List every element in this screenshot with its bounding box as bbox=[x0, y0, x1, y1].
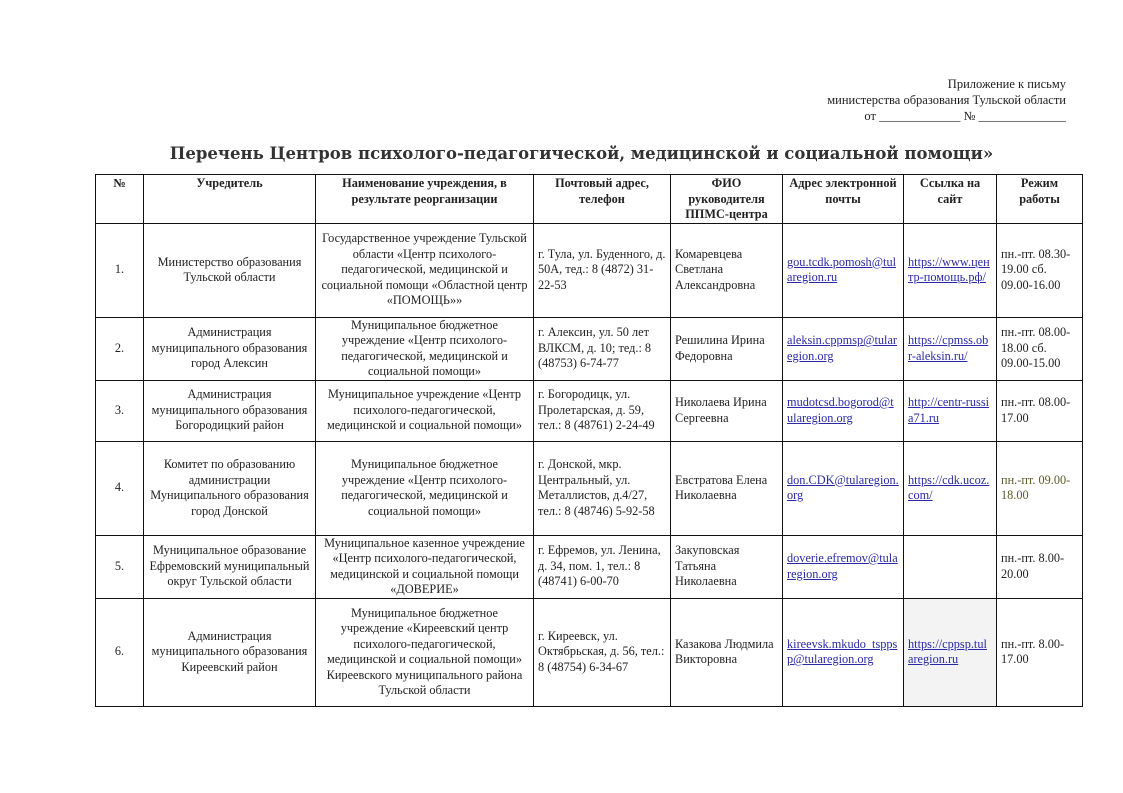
table-row bbox=[96, 598, 1083, 706]
header-hours: Режим работы bbox=[997, 175, 1083, 224]
row-site-cell bbox=[904, 441, 997, 535]
row-founder: Администрация муниципального образования город Алексин bbox=[144, 317, 316, 380]
centers-table bbox=[95, 174, 1083, 707]
row-num: 6. bbox=[96, 598, 144, 706]
row-founder: Комитет по образованию администрации Муниципального образования город Донской bbox=[144, 441, 316, 535]
row-founder: Администрация муниципального образования Киреевский район bbox=[144, 598, 316, 706]
table-row bbox=[96, 441, 1083, 535]
row-num: 4. bbox=[96, 441, 144, 535]
site-link[interactable]: https://www.центр-помощь.рф/ bbox=[908, 254, 990, 284]
row-head: Казакова Людмила Викторовна bbox=[671, 598, 783, 706]
row-site-cell bbox=[904, 317, 997, 380]
row-head: Евстратова Елена Николаевна bbox=[671, 441, 783, 535]
row-email-cell bbox=[783, 598, 904, 706]
row-hours: пн.-пт. 08.30-19.00 сб. 09.00-16.00 bbox=[997, 223, 1083, 317]
row-head: Комаревцева Светлана Александровна bbox=[671, 223, 783, 317]
row-name: Государственное учреждение Тульской области «Центр психолого-педагогической, медицинской и социальной помощи «Областной центр «ПОМОЩЬ»» bbox=[316, 223, 534, 317]
appendix-line-3: от _____________ № ______________ bbox=[864, 109, 1066, 123]
email-link[interactable]: mudotcsd.bogorod@tularegion.org bbox=[787, 395, 894, 425]
row-name: Муниципальное учреждение «Центр психолого-педагогической, медицинской и социальной помощи» bbox=[316, 380, 534, 441]
row-address: г. Киреевск, ул. Октябрьская, д. 56, тел.: 8 (48754) 6-34-67 bbox=[534, 598, 671, 706]
row-name: Муниципальное бюджетное учреждение «Центр психолого-педагогической, медицинской и социальной помощи» bbox=[316, 317, 534, 380]
row-email-cell bbox=[783, 223, 904, 317]
row-founder: Администрация муниципального образования Богородицкий район bbox=[144, 380, 316, 441]
row-address: г. Богородицк, ул. Пролетарская, д. 59, тел.: 8 (48761) 2-24-49 bbox=[534, 380, 671, 441]
row-email-cell bbox=[783, 441, 904, 535]
document-title: Перечень Центров психолого-педагогической, медицинской и социальной помощи» bbox=[169, 144, 994, 163]
row-hours: пн.-пт. 8.00-20.00 bbox=[997, 535, 1083, 598]
site-link[interactable]: https://cppsp.tularegion.ru bbox=[908, 636, 987, 666]
table-row bbox=[96, 380, 1083, 441]
row-hours: пн.-пт. 09.00-18.00 bbox=[997, 441, 1083, 535]
row-site-cell bbox=[904, 380, 997, 441]
email-link[interactable]: doverie.efremov@tularegion.org bbox=[787, 551, 898, 581]
header-head: ФИО руководителя ППМС-центра bbox=[671, 175, 783, 224]
row-email-cell bbox=[783, 535, 904, 598]
site-link[interactable]: https://cpmss.obr-aleksin.ru/ bbox=[908, 333, 989, 363]
row-email-cell bbox=[783, 317, 904, 380]
email-link[interactable]: kireevsk.mkudo_tsppsp@tularegion.org bbox=[787, 636, 898, 666]
row-address: г. Ефремов, ул. Ленина, д. 34, пом. 1, тел.: 8 (48741) 6-00-70 bbox=[534, 535, 671, 598]
header-address: Почтовый адрес, телефон bbox=[534, 175, 671, 224]
row-num: 2. bbox=[96, 317, 144, 380]
table-row bbox=[96, 223, 1083, 317]
table-row bbox=[96, 535, 1083, 598]
appendix-line-1: Приложение к письму bbox=[947, 77, 1066, 91]
row-num: 1. bbox=[96, 223, 144, 317]
email-link[interactable]: don.CDK@tularegion.org bbox=[787, 472, 899, 502]
row-head: Решилина Ирина Федоровна bbox=[671, 317, 783, 380]
email-link[interactable]: aleksin.cppmsp@tularegion.org bbox=[787, 333, 898, 363]
header-name: Наименование учреждения, в результате реорганизации bbox=[316, 175, 534, 224]
row-email-cell bbox=[783, 380, 904, 441]
header-site: Ссылка на сайт bbox=[904, 175, 997, 224]
header-founder: Учредитель bbox=[144, 175, 316, 224]
row-head: Закуповская Татьяна Николаевна bbox=[671, 535, 783, 598]
row-founder: Министерство образования Тульской области bbox=[144, 223, 316, 317]
site-link[interactable]: https://cdk.ucoz.com/ bbox=[908, 472, 990, 502]
row-name: Муниципальное казенное учреждение «Центр психолого-педагогической, медицинской и социальной помощи «ДОВЕРИЕ» bbox=[316, 535, 534, 598]
row-num: 3. bbox=[96, 380, 144, 441]
row-hours: пн.-пт. 8.00-17.00 bbox=[997, 598, 1083, 706]
appendix-line-2: министерства образования Тульской области bbox=[827, 93, 1066, 107]
row-address: г. Донской, мкр. Центральный, ул. Металлистов, д.4/27, тел.: 8 (48746) 5-92-58 bbox=[534, 441, 671, 535]
appendix-note bbox=[827, 76, 1066, 124]
site-link[interactable]: http://centr-russia71.ru bbox=[908, 395, 990, 425]
table-row bbox=[96, 317, 1083, 380]
table-header-row bbox=[96, 175, 1083, 224]
row-head: Николаева Ирина Сергеевна bbox=[671, 380, 783, 441]
row-hours: пн.-пт. 08.00-17.00 bbox=[997, 380, 1083, 441]
row-num: 5. bbox=[96, 535, 144, 598]
row-site-cell bbox=[904, 535, 997, 598]
row-address: г. Тула, ул. Буденного, д. 50А, тед.: 8 (4872) 31-22-53 bbox=[534, 223, 671, 317]
email-link[interactable]: gou.tcdk.pomosh@tularegion.ru bbox=[787, 254, 897, 284]
row-address: г. Алексин, ул. 50 лет ВЛКСМ, д. 10; тед.: 8 (48753) 6-74-77 bbox=[534, 317, 671, 380]
header-email: Адрес электронной почты bbox=[783, 175, 904, 224]
row-name: Муниципальное бюджетное учреждение «Центр психолого-педагогической, медицинской и социальной помощи» bbox=[316, 441, 534, 535]
row-founder: Муниципальное образование Ефремовский муниципальный округ Тульской области bbox=[144, 535, 316, 598]
row-hours: пн.-пт. 08.00-18.00 сб. 09.00-15.00 bbox=[997, 317, 1083, 380]
row-site-cell bbox=[904, 223, 997, 317]
row-name: Муниципальное бюджетное учреждение «Киреевский центр психолого-педагогической, медицинской и социальной помощи» Киреевского муниципального района Тульской области bbox=[316, 598, 534, 706]
header-num: № bbox=[96, 175, 144, 224]
row-site-cell bbox=[904, 598, 997, 706]
